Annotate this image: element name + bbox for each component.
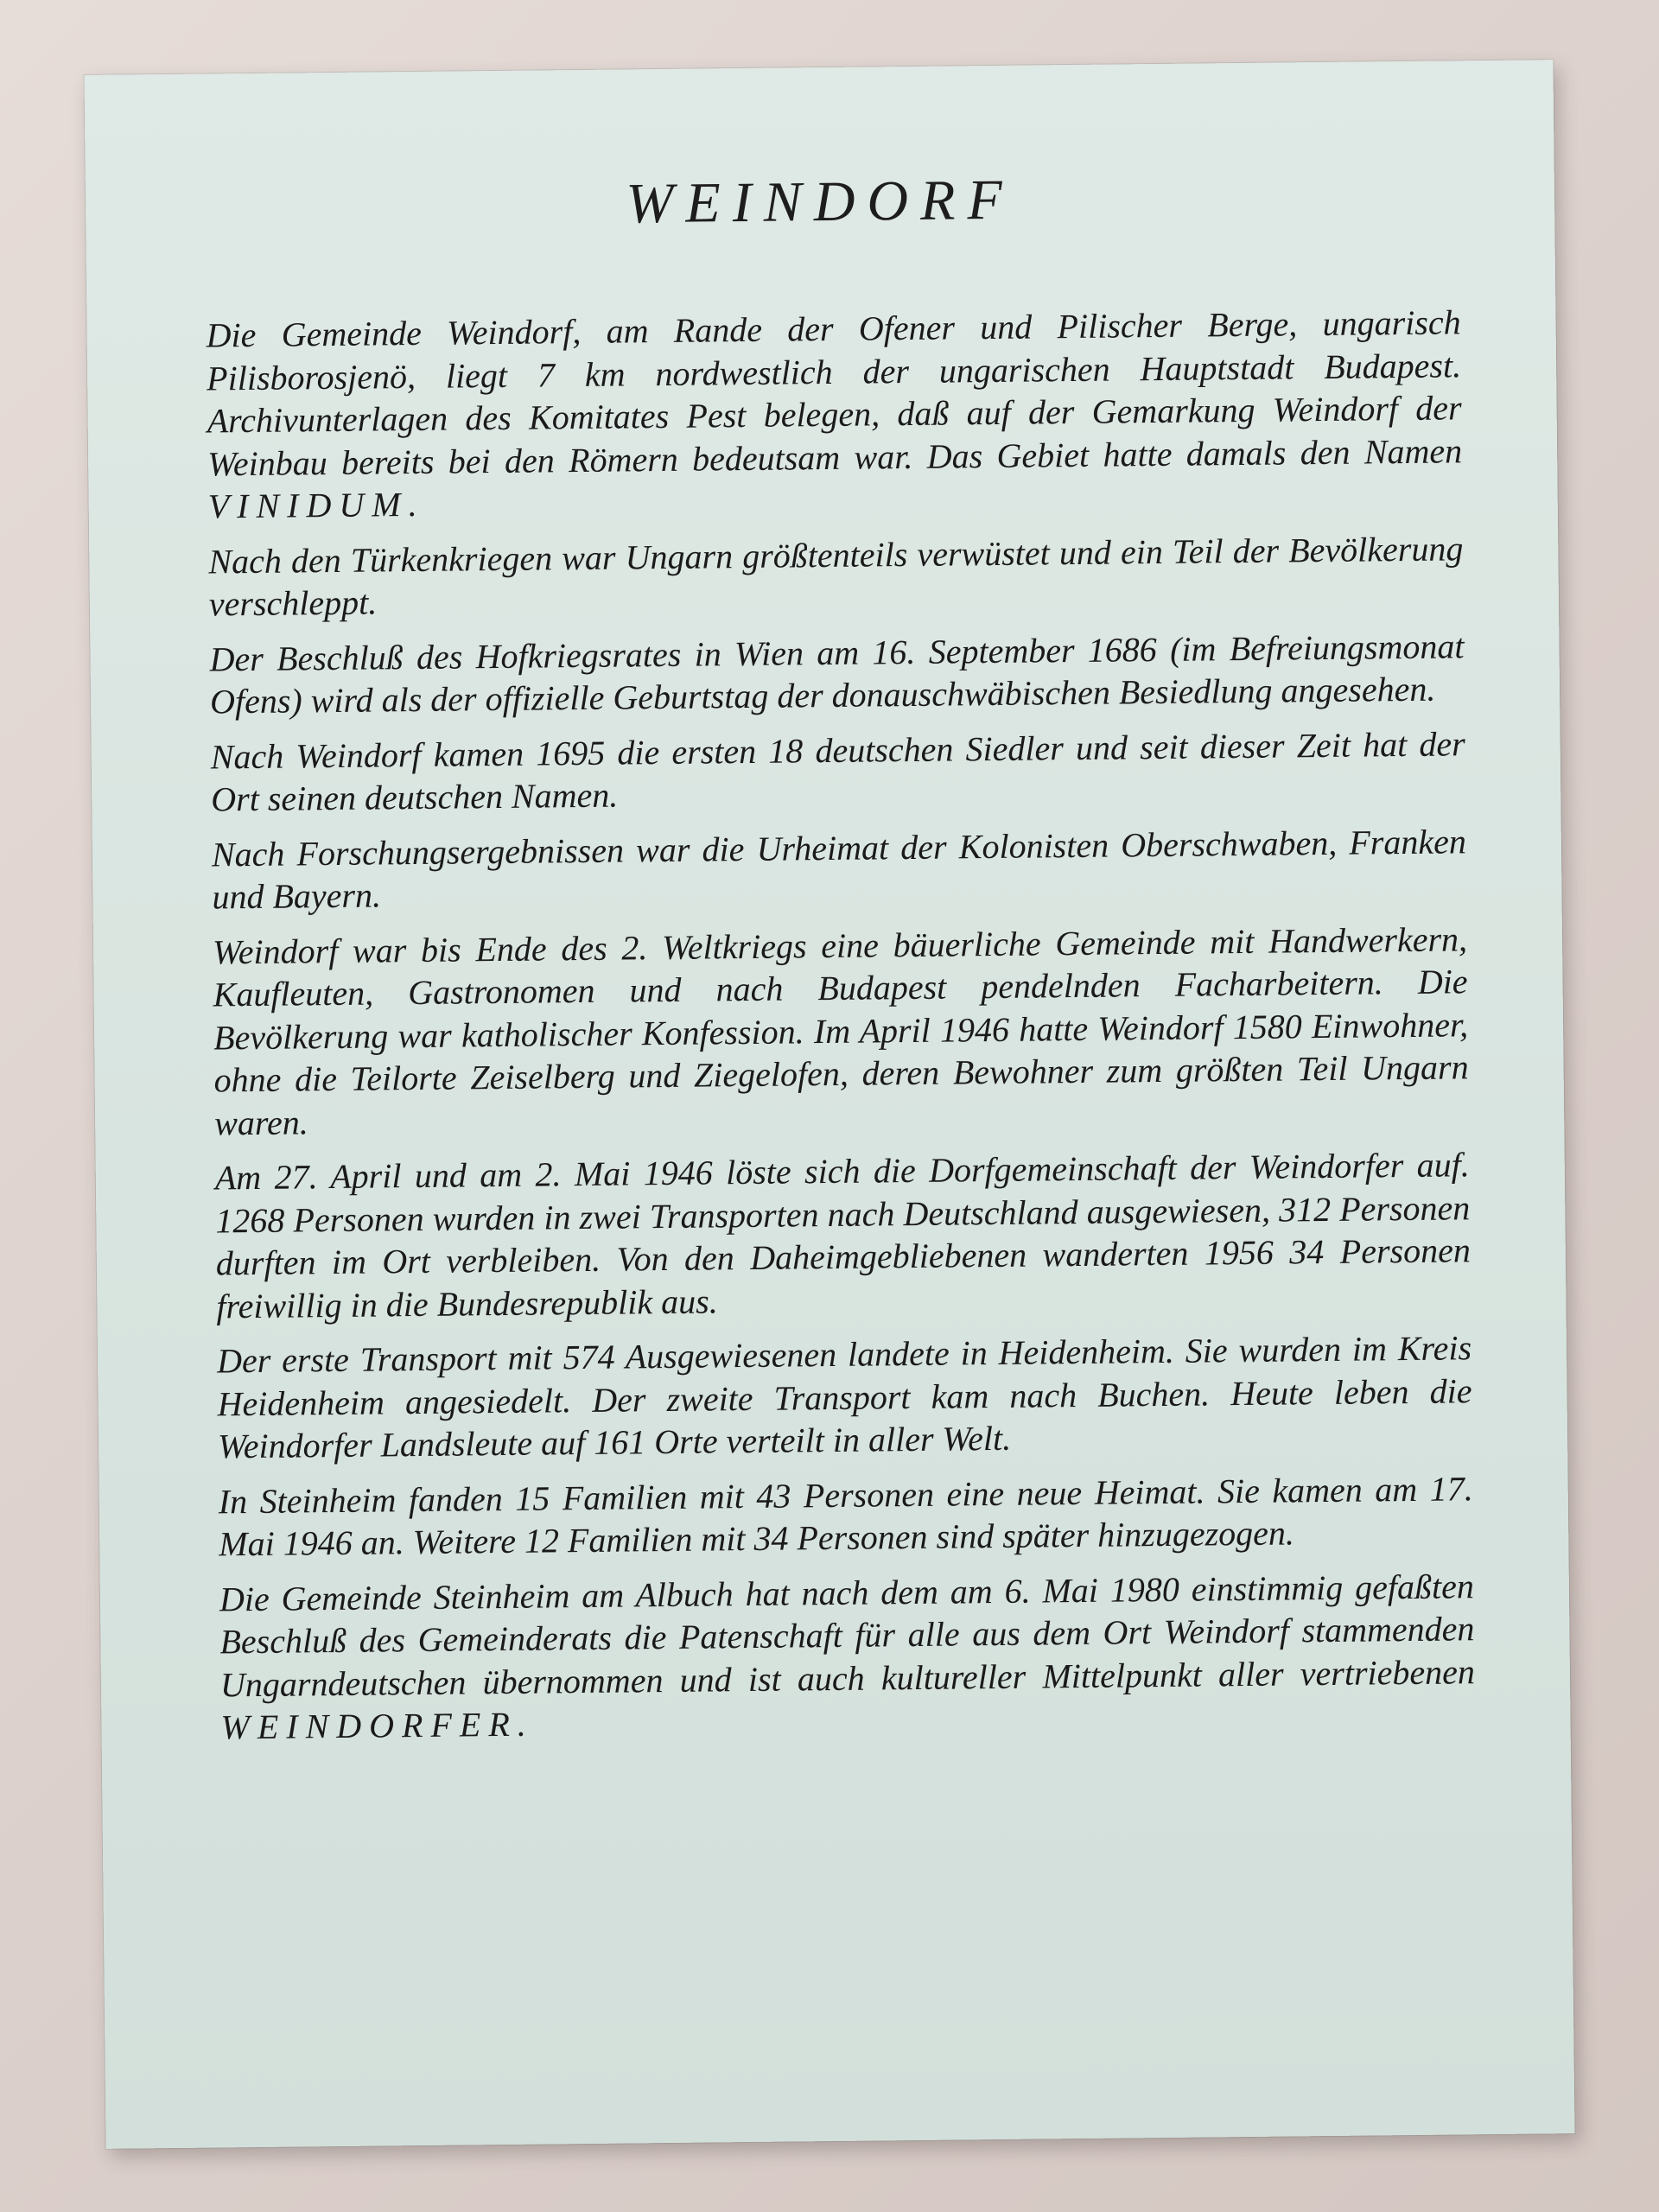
- document-sheet: [84, 60, 1574, 2149]
- paragraph-population-1946: Weindorf war bis Ende des 2. Weltkriegs eine bäuerliche Gemeinde mit Handwerkern, Kaufleuten, Gastronomen und nach Budapest pendelnden Facharbeitern. Die Bevölkerung war katholischer Konfession. Im April 1946 hatte Weindorf 1580 Einwohner, ohne die Teilorte Zeiselberg und Ziegelofen, deren Bewohner zum größten Teil Ungarn waren.: [212, 918, 1469, 1142]
- emphasized-name-weindorfer: WEINDORFER: [220, 1704, 518, 1747]
- paragraph-expulsion: Am 27. April und am 2. Mai 1946 löste sich die Dorfgemeinschaft der Weindorfer auf. 1268 Personen wurden in zwei Transporten nach Deutschland ausgewiesen, 312 Personen durften im Ort verbleiben. Von den Daheimgebliebenen wanderten 1956 34 Personen freiwillig in die Bundesrepublik aus.: [214, 1145, 1471, 1325]
- paragraph-origin: Nach Forschungsergebnissen war die Urheimat der Kolonisten Oberschwaben, Franken und Bayern.: [211, 821, 1467, 917]
- emphasized-name-vinidum: VINIDUM: [207, 485, 409, 526]
- paragraph-location: [206, 301, 1463, 528]
- paragraph-transports: Der erste Transport mit 574 Ausgewiesenen landete in Heidenheim. Sie wurden im Kreis Heidenheim angesiedelt. Der zweite Transport kam nach Buchen. Heute leben die Weindorfer Landsleute auf 161 Orte verteilt in aller Welt.: [216, 1328, 1472, 1466]
- paragraph-settlers-1695: Nach Weindorf kamen 1695 die ersten 18 deutschen Siedler und seit dieser Zeit hat der Ort seinen deutschen Namen.: [210, 723, 1465, 819]
- paragraph-turkish-wars: Nach den Türkenkriegen war Ungarn größtenteils verwüstet und ein Teil der Bevölkerung verschleppt.: [208, 528, 1464, 624]
- document-title: WEINDORF: [626, 168, 1015, 236]
- paragraph-end: .: [517, 1704, 526, 1744]
- paragraph-text: Die Gemeinde Steinheim am Albuch hat nach dem am 6. Mai 1980 einstimmig gefaßten Beschluß des Gemeinderats die Patenschaft für alle aus dem Ort Weindorf stammenden Ungarndeutschen übernommen und ist auch kultureller Mittelpunkt aller vertriebenen: [219, 1566, 1476, 1704]
- paragraph-text: Die Gemeinde Weindorf, am Rande der Ofener und Pilischer Berge, ungarisch Pilisborosjenö, liegt 7 km nordwestlich der ungarischen Hauptstadt Budapest. Archivunterlagen des Komitates Pest belegen, daß auf der Gemarkung Weindorf der Weinbau bereits bei den Römern bedeutsam war. Das Gebiet hatte damals den Namen: [206, 302, 1463, 483]
- document-body: [206, 301, 1475, 1761]
- paragraph-steinheim-families: In Steinheim fanden 15 Familien mit 43 Personen eine neue Heimat. Sie kamen am 17. Mai 1946 an. Weitere 12 Familien mit 34 Personen sind später hinzugezogen.: [218, 1468, 1473, 1564]
- paragraph-end: .: [408, 484, 417, 524]
- paragraph-resolution-1686: Der Beschluß des Hofkriegsrates in Wien am 16. September 1686 (im Befreiungsmonat Ofens) wird als der offizielle Geburtstag der donauschwäbischen Besiedlung angesehen.: [209, 626, 1465, 721]
- paragraph-sponsorship: [219, 1565, 1476, 1749]
